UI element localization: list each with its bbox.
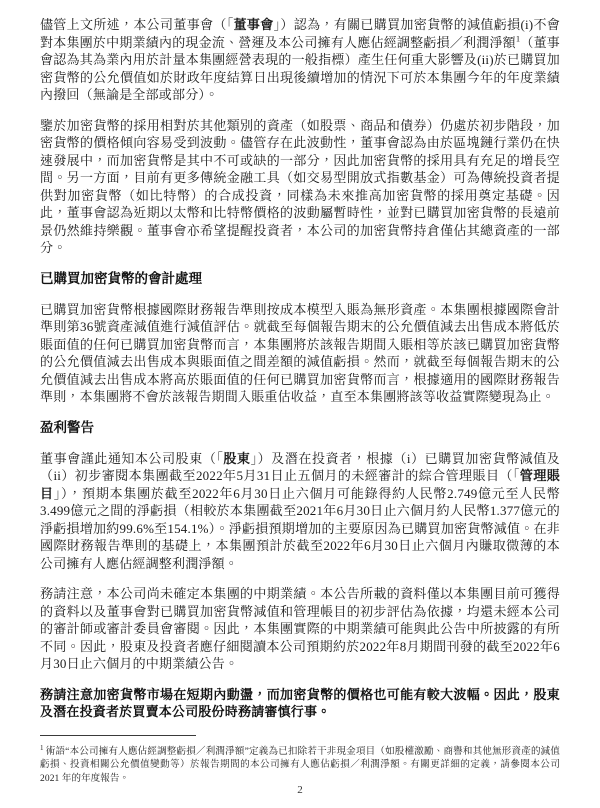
footnote-reference-marker: 1 [515,33,521,44]
paragraph-profit-warning [40,450,560,573]
paragraph-accounting-treatment: 已購買加密貨幣根據國際財務報告準則按成本模型入賬為無形資產。本集團根據國際會計準則第36號資產減值進行減值評估。就截至每個報告期末的公允價值減去出售成本將低於賬面值的任何已購買加密貨幣而言，本集團將於該報告期間入賬相等於該已購買加密貨幣的公允價值減去出售成本與賬面值之間差額的減值虧損。然而，就截至每個報告期末的公允價值減去出售成本將高於賬面值的任何已購買加密貨幣而言，根據適用的國際財務報告準則，本集團將不會於該報告期間入賬重估收益，直至本集團將該等收益實際變現為止。 [40,301,560,404]
paragraph-1-segment-2: 」）認為，有關已購買加密貨幣的減值虧損(i)不會對本集團於中期業績內的現金流、營運及本公司擁有人應佔經調整虧損／利潤淨額 [40,17,560,50]
footnote-marker: 1 [40,743,44,752]
paragraph-caution-bold: 務請注意加密貨幣市場在短期內動盪，而加密貨幣的價格也可能有較大波幅。因此，股東及潛在投資者於買賣本公司股份時務請審慎行事。 [40,686,560,719]
paragraph-disclaimer: 務請注意，本公司尚未確定本集團的中期業績。本公告所載的資料僅以本集團目前可獲得的資料以及董事會對已購買加密貨幣減值和管理帳目的初步評估為依據，均還未經本公司的審計師或審計委員會審閱。因此，本集團實際的中期業績可能與此公告中所披露的有所不同。因此，股東及投資者應仔細閱讀本公司預期約於2022年8月期間刊發的截至2022年6月30日止六個月的中期業績公告。 [40,586,560,671]
footnote-body: 術語“本公司擁有人應佔經調整虧損／利潤淨額”定義為已扣除若干非現金項目（如股權激勵、商譽和其他無形資產的減值虧損、投資相關公允價值變動等）於報告期間的本公司擁有人應佔虧損／利潤淨額。有關更詳細的定義，請參閱本公司 2021 年的年度報告。 [40,746,560,784]
paragraph-4-segment-2: 」）及潛在投資者，根據（i）已購買加密貨幣減值及（ii）初步審閱本集團截至2022年5月31日止五個月的未經審計的綜合管理賬目（「 [40,450,560,483]
paragraph-4-segment-1: 董事會謹此通知本公司股東（「 [40,450,224,466]
paragraph-1-segment-1: 儘管上文所述，本公司董事會（「 [40,17,234,32]
defined-term-board: 董事會 [233,17,274,32]
paragraph-4-segment-3: 」），預期本集團於截至2022年6月30日止六個月可能錄得約人民幣2.749億元至人民幣3.499億元之間的淨虧損（相較於本集團截至2021年6月30日止六個月約人民幣1.377億元的淨虧損增加約99.6%至154.1%）。淨虧損預期增加的主要原因為已購買加密貨幣減值。在非國際財務報告準則的基礎上，本集團預計於截至2022年6月30日止六個月內賺取微薄的本公司擁有人應佔經調整利潤淨額。 [40,485,560,571]
paragraph-crypto-outlook: 鑒於加密貨幣的採用相對於其他類別的資產（如股票、商品和債券）仍處於初步階段，加密貨幣的價格傾向容易受到波動。儘管存在此波動性，董事會認為由於區塊鏈行業仍在快速發展中，而加密貨幣是其中不可或缺的一部分，因此加密貨幣的採用具有充足的增長空間。另一方面，目前有更多傳統金融工具（如交易型開放式指數基金）可為傳統投資者提供對加密貨幣（如比特幣）的合成投資，同樣為未來推高加密貨幣的採用奠定基礎。因此，董事會認為近期以太幣和比特幣價格的波動屬暫時性，並對已購買加密貨幣的長遠前景仍然維持樂觀。董事會亦希望提醒投資者，本公司的加密貨幣持倉僅佔其總資產的一部分。 [40,117,560,255]
paragraph-board-view [40,16,560,104]
defined-term-management-accounts: 管理賬目 [40,468,560,501]
page-number: 2 [297,784,303,796]
footnote-text [40,742,560,787]
footnote-divider [40,735,196,736]
section-heading-accounting-treatment: 已購買加密貨幣的會計處理 [40,270,202,286]
defined-term-shareholders: 股東 [223,450,251,466]
paragraph-1-segment-3: （董事會認為其為業內用於計量本集團經營表現的一般指標）產生任何重大影響及(ii)於已購買加密貨幣的公允價值如於財政年度結算日出現後續增加的情況下可於本集團今年的年度業績內撥回（無論是全部或部分）。 [40,34,561,102]
section-heading-profit-warning: 盈利警告 [40,419,94,435]
